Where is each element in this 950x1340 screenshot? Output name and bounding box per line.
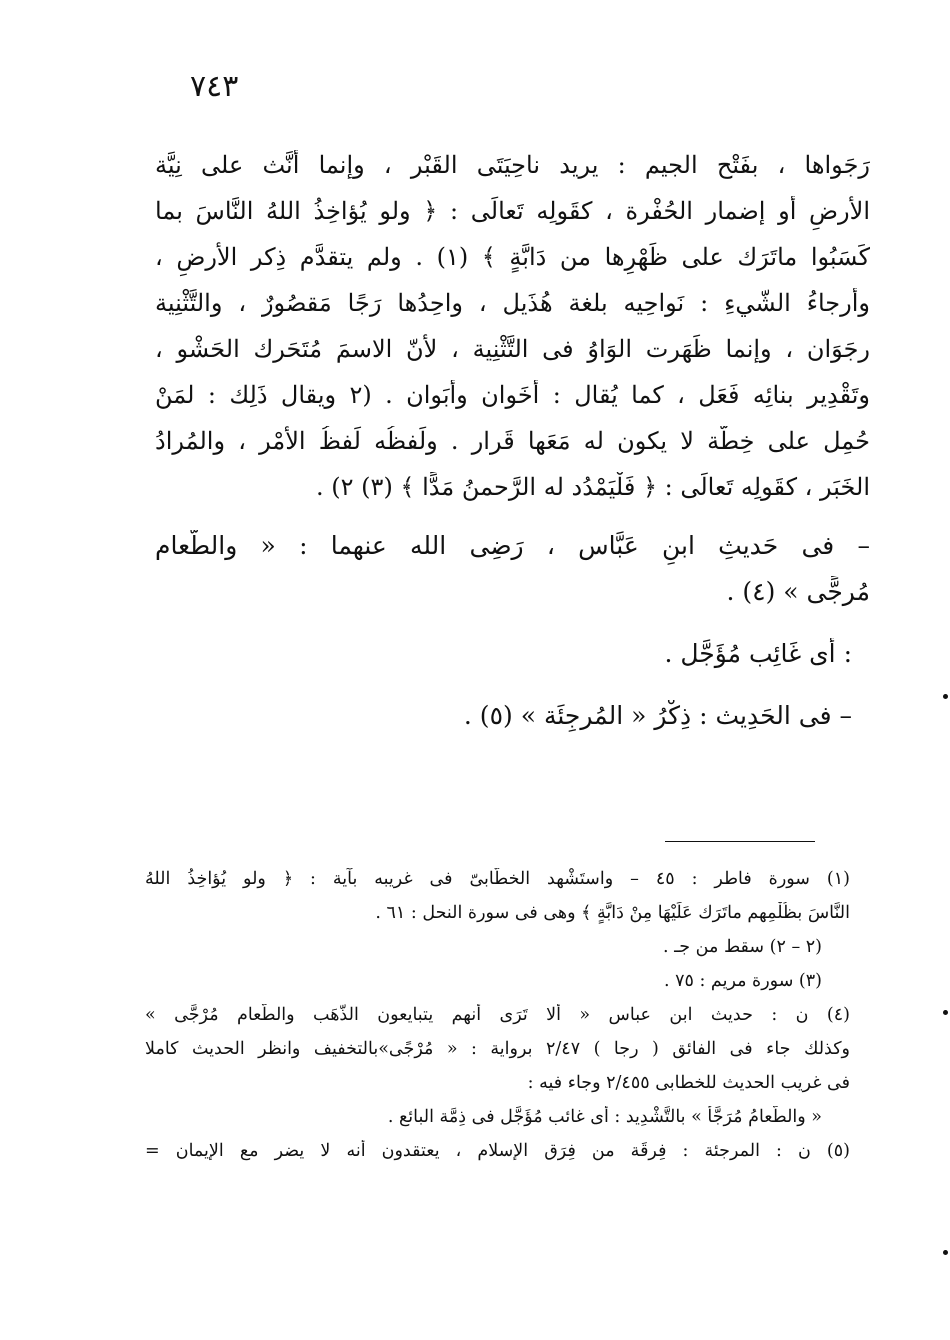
footnote-line: « والطَّعامُ مُرَجًّأُ » بالتَّشْدِيد : أى غائب مُؤَجَّل فى ذِمَّة البائع . <box>387 1107 822 1127</box>
entry-line: – فى حَديثِ ابنِ عَبَّاس ، رَضِى الله عنهما : « والطَّعام <box>155 531 870 560</box>
text-line: حُمِل على خِطَّة لا يكون له مَعَها قَرار . ولَفظُه لَفظُ الأَمْر ، والمُرادُ <box>155 427 870 455</box>
footnote-separator <box>665 841 815 842</box>
text-line: رجَوَان ، وإنما ظَهَرت الوَاوُ فى التَّثْنِية ، لأَنّ الاسمَ مُتَحَرك الحَشْو ، <box>155 335 870 363</box>
footnotes <box>145 868 850 1174</box>
page-number: ٧٤٣ <box>190 69 239 104</box>
gloss-entry <box>155 638 870 684</box>
scan-edge-mark <box>943 1250 948 1255</box>
footnote-line: (١) سورة فاطر : ٤٥ – واستَشْهد الخطَّابىّ فى غريبه بآية : ﴿ ولو يُؤاخِذُ اللهُ <box>145 869 850 889</box>
footnote-line: (٥) ن : المرجئة : فِرقَة من فِرَق الإسلام ، يعتقدون أنه لا يضر مع الإيمان = <box>145 1141 850 1161</box>
scan-edge-mark <box>943 1010 948 1015</box>
footnote-line: النَّاسَ بظُلْمِهم ماتَرَك عَلَيْهَا مِنْ دَابَّةٍ ﴾ وهى فى سورة النحل : ٦١ . <box>375 903 850 923</box>
main-text <box>155 150 870 746</box>
footnote-line: (٤) ن : حديث ابن عباس « ألا تَرَى أنهم يتبايعون الذَّهَب والطَّعام مُرْجًّى » <box>145 1005 850 1025</box>
footnote-line: فى غريب الحديث للخطابى ٢/٤٥٥ وجاء فيه : <box>527 1073 850 1093</box>
text-line: وأَرجاءُ الشّيءِ : نَواحِيه بلغة هُذَيل ، واحِدُها رَجًا مَقصُورٌ ، والتَّثْنِية <box>155 289 870 317</box>
hadith-entry-murjia <box>155 700 870 746</box>
text-line: رَجَواها ، بفَتْح الجيم : يريد ناحِيَتَى القَبْر ، وإنما أَنَّث على نِيَّة <box>155 151 870 179</box>
text-line: كَسَبُوا ماتَرَك على ظَهْرِها من دَابَّةٍ ﴾ (١) . ولم يتقدَّم ذِكر الأَرضِ ، <box>155 243 870 271</box>
entry-line: مُرجًّى » (٤) . <box>726 577 870 606</box>
entry-line: – فى الحَدِيث : ذِكْرُ « المُرجِئَة » (٥) . <box>463 701 852 730</box>
text-line: وتَقْدِير بنائِه فَعَل ، كما يُقال : أَخَوان وأَبَوان . (٢ ويقال ذَلِك : لمَنْ <box>155 381 870 409</box>
text-line: الأَرضِ أو إضمار الحُفْرة ، كقَولِه تَعالَى : ﴿ ولو يُؤاخِذُ اللهُ النَّاسَ بما <box>155 197 870 225</box>
hadith-entry-ibn-abbas <box>155 530 870 622</box>
footnote-line: (٢ – ٢) سقط من جـ . <box>663 937 822 957</box>
entry-line: : أى غَائِب مُؤَجَّل . <box>664 639 852 668</box>
footnote-line: (٣) سورة مريم : ٧٥ . <box>663 971 822 991</box>
scan-edge-mark <box>943 694 948 699</box>
text-line: الخَبَر ، كقَولِه تَعالَى : ﴿ فَلْيَمْدُد له الرَّحمنُ مَدًّا ﴾ (٣) ٢) . <box>316 473 870 501</box>
footnote-line: وكذلك جاء فى الفائق ( رجا ) ٢/٤٧ برواية : « مُرْجًى»بالتخفيف وانظر الحديث كاملا <box>145 1039 850 1059</box>
